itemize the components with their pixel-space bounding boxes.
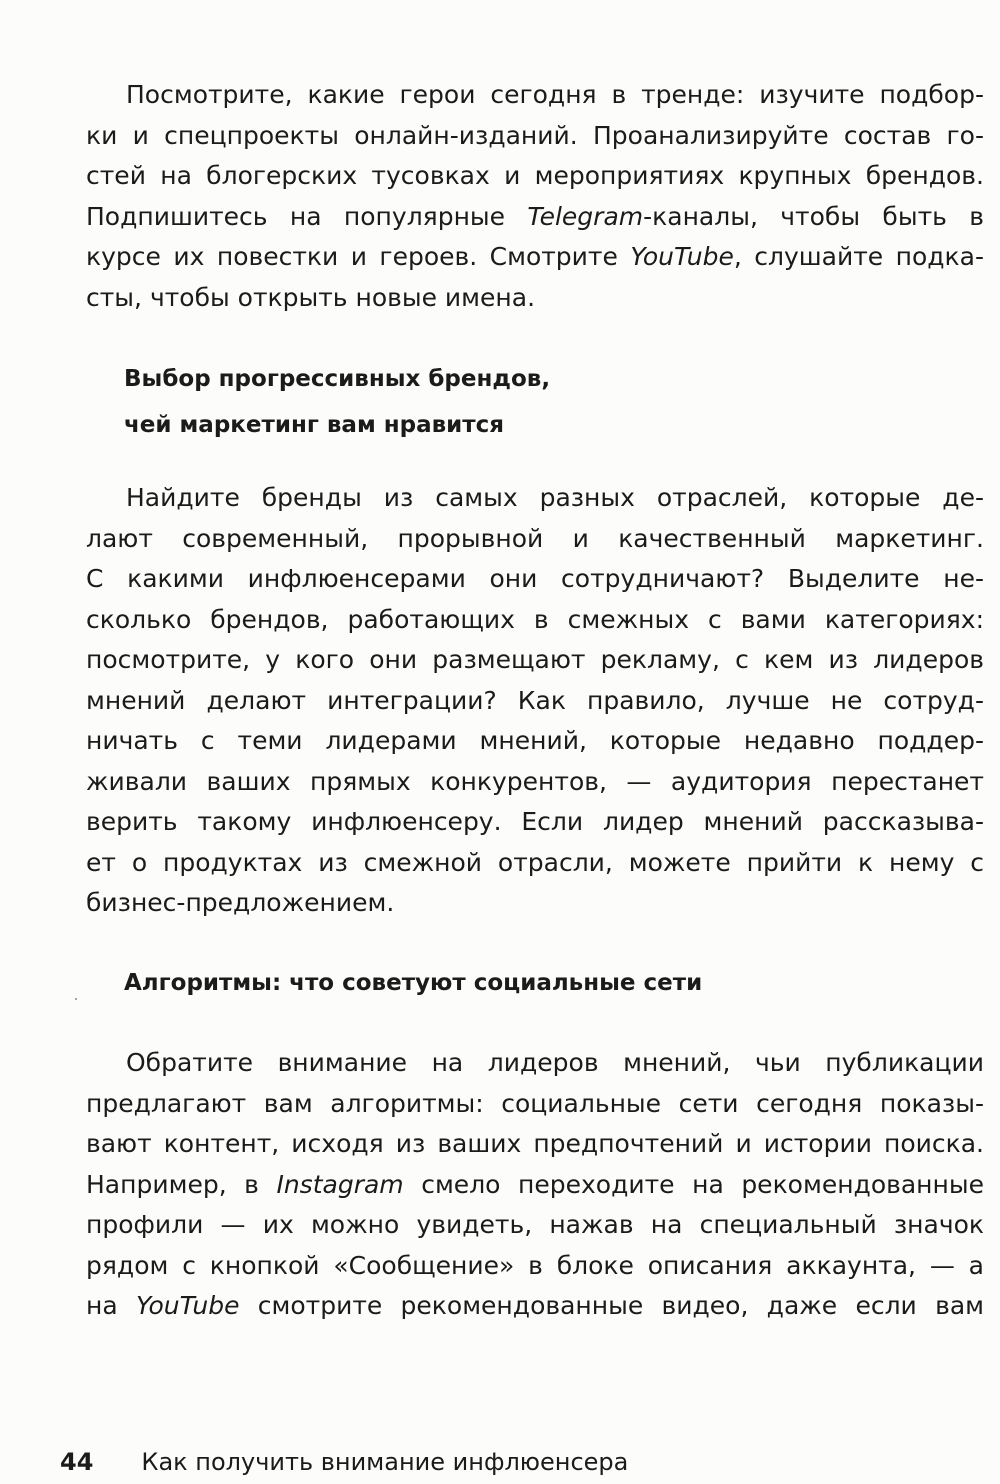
paragraph-line <box>86 197 984 238</box>
paragraph-line: ет о продуктах из смежной отрасли, можете прийти к нему с <box>86 847 984 877</box>
paragraph-line <box>86 1165 984 1206</box>
brand-name-instagram: Instagram <box>276 1169 404 1199</box>
paragraph-line: ки и спецпроекты онлайн-изданий. Проанализируйте состав го- <box>86 120 984 150</box>
paragraph-line <box>86 237 984 278</box>
section-heading-progressive-brands <box>124 356 550 448</box>
heading-line: Выбор прогрессивных брендов, <box>124 366 551 392</box>
text-run: Подпишитесь на популярные <box>86 201 528 231</box>
text-run: Например, в <box>86 1169 277 1199</box>
paragraph-line: верить такому инфлюенсеру. Если лидер мнений рассказыва- <box>86 807 984 836</box>
paragraph-line: С какими инфлюенсерами они сотрудничают? Выделите не- <box>86 564 984 593</box>
paragraph-line: мнений делают интеграции? Как правило, лучше не сотруд- <box>86 685 984 715</box>
brand-name-youtube: YouTube <box>630 242 734 271</box>
book-title: Как получить внимание инфлюенсера <box>141 1448 629 1476</box>
text-run: смотрите рекомендованные видео, даже если вам <box>239 1291 984 1320</box>
section-heading-algorithms <box>124 960 702 1006</box>
text-run: , слушайте подка- <box>733 242 984 271</box>
paragraph-line: рядом с кнопкой «Сообщение» в блоке описания аккаунта, — а <box>86 1250 984 1280</box>
paragraph-line: профили — их можно увидеть, нажав на специальный значок <box>86 1210 984 1239</box>
paragraph-trending-heroes <box>86 75 984 318</box>
text-run: курсе их повестки и героев. Смотрите <box>86 242 631 271</box>
brand-name-youtube: YouTube <box>135 1291 240 1320</box>
paragraph-line: Найдите бренды из самых разных отраслей, которые де- <box>126 483 984 512</box>
brand-name-telegram: Telegram <box>527 201 644 231</box>
heading-line: чей маркетинг вам нравится <box>124 412 505 438</box>
page-footer <box>60 1447 628 1477</box>
paragraph-algorithms <box>86 1043 984 1327</box>
paragraph-line: ничать с теми лидерами мнений, которые недавно поддер- <box>86 726 984 755</box>
paragraph-line: вают контент, исходя из ваших предпочтений и истории поиска. <box>86 1129 984 1158</box>
paragraph-line: Посмотрите, какие герои сегодня в тренде: изучите подбор- <box>126 80 984 109</box>
text-run: смело переходите на рекомендованные <box>403 1169 984 1199</box>
paragraph-line: сколько брендов, работающих в смежных с вами категориях: <box>86 604 984 634</box>
paragraph-line: посмотрите, у кого они размещают рекламу, с кем из лидеров <box>86 645 984 674</box>
paragraph-line: живали ваших прямых конкурентов, — аудитория перестанет <box>86 766 984 796</box>
paragraph-line: лают современный, прорывной и качественный маркетинг. <box>86 523 984 553</box>
heading-line: Алгоритмы: что советуют социальные сети <box>124 970 703 996</box>
paragraph-brand-selection <box>86 478 984 924</box>
paragraph-line <box>86 1286 984 1327</box>
paragraph-line: предлагают вам алгоритмы: социальные сети сегодня показы- <box>86 1088 984 1118</box>
text-run: на <box>86 1291 136 1320</box>
text-run: -каналы, чтобы быть в <box>643 201 984 231</box>
paragraph-line: бизнес-предложением. <box>86 888 395 917</box>
page-number: 44 <box>60 1448 94 1476</box>
paragraph-line: сты, чтобы открыть новые имена. <box>86 282 536 312</box>
scan-speck <box>75 998 77 1000</box>
paragraph-line: Обратите внимание на лидеров мнений, чьи публикации <box>126 1048 984 1077</box>
paragraph-line: стей на блогерских тусовках и мероприятиях крупных брендов. <box>86 161 984 190</box>
